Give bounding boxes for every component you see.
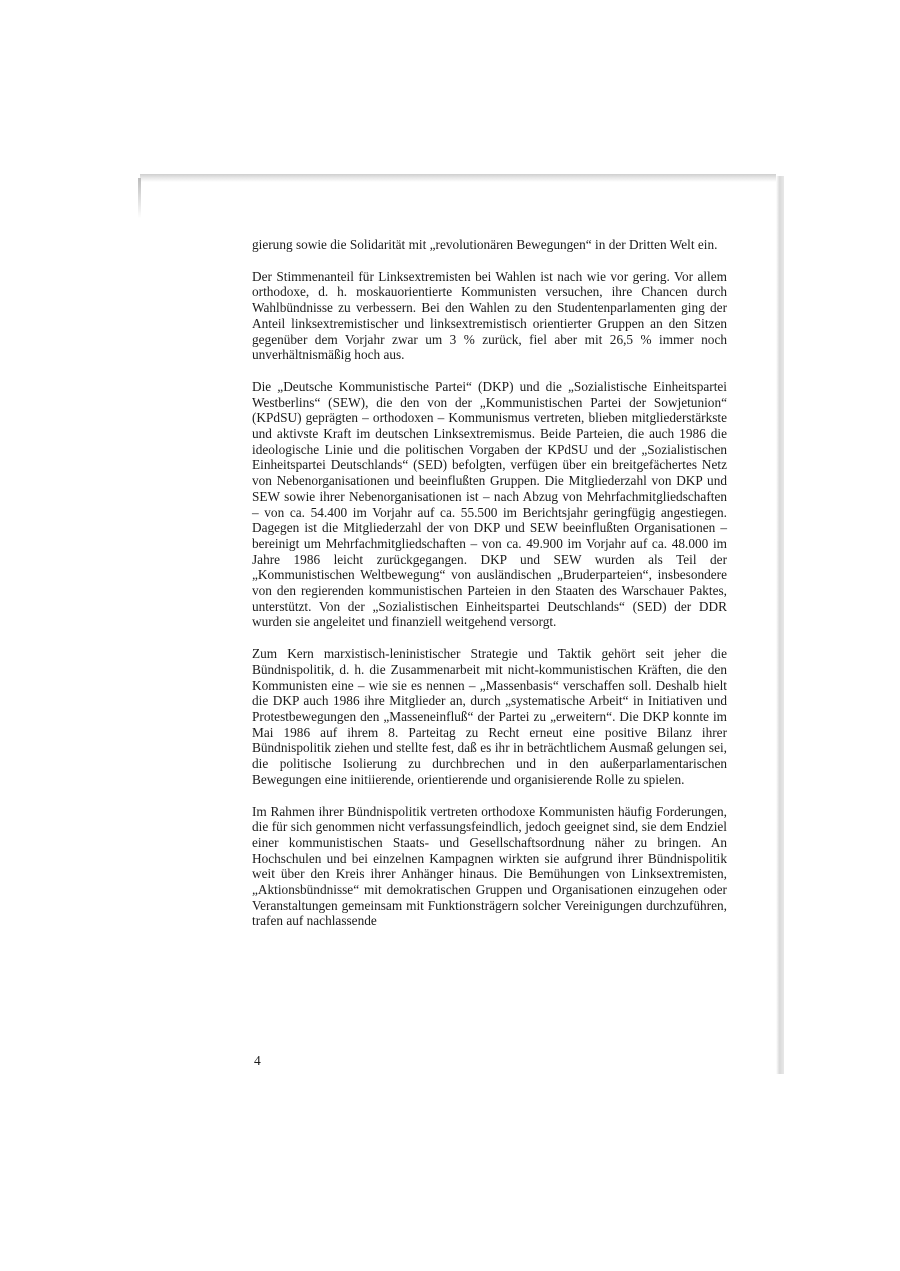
paragraph-continuation: gierung sowie die Solidarität mit „revolutionären Bewegungen“ in der Dritten Welt ein. bbox=[252, 237, 718, 252]
page-number: 4 bbox=[254, 1053, 261, 1068]
paragraph-dkp-sew: Die „Deutsche Kommunistische Partei“ (DKP) und die „Sozialistische Einheitspartei Westberlins“ (SEW), die den von der „Kommunistischen Partei der Sowjetunion“ (KPdSU) geprägten – orthodoxen – Kommunismus vertreten, blieben mitgliederstärkste und aktivste Kraft im deutschen Linksextremismus. Beide Parteien, die auch 1986 die ideologische Linie und die politischen Vorgaben der KPdSU und der „Sozialistischen Einheitspartei Deutschlands“ (SED) befolgten, verfügen über ein breitgefächertes Netz von Nebenorganisationen und beeinflußten Gruppen. Die Mitgliederzahl von DKP und SEW sowie ihrer Nebenorganisationen ist – nach Abzug von Mehrfachmitgliedschaften – von ca. 54.400 im Vorjahr auf ca. 55.500 im Berichtsjahr geringfügig angestiegen. Dagegen ist die Mitgliederzahl der von DKP und SEW beeinflußten Organisationen – bereinigt um Mehrfachmitgliedschaften – von ca. 49.900 im Vorjahr auf ca. 48.000 im Jahre 1986 leicht zurückgegangen. DKP und SEW wurden als Teil der „Kommunistischen Weltbewegung“ von ausländischen „Bruderparteien“, insbesondere von den regierenden kommunistischen Parteien in den Staaten des Warschauer Paktes, unterstützt. Von der „Sozialistischen Einheitspartei Deutschlands“ (SED) der DDR wurden sie angeleitet und finanziell weitgehend versorgt. bbox=[252, 378, 727, 630]
paragraph-alliance-policy: Zum Kern marxistisch-leninistischer Strategie und Taktik gehört seit jeher die Bündnispolitik, d. h. die Zusammenarbeit mit nicht-kommunistischen Kräften, die den Kommunisten eine – wie sie es nennen – „Massenbasis“ verschaffen soll. Deshalb hielt die DKP auch 1986 ihre Mitglieder an, durch „systematische Arbeit“ in Initiativen und Protestbewegungen den „Masseneinfluß“ der Partei zu „erweitern“. Die DKP konnte im Mai 1986 auf ihrem 8. Parteitag zu Recht erneut eine positive Bilanz ihrer Bündnispolitik ziehen und stellte fest, daß es ihr in beträchtlichem Ausmaß gelungen sei, die politische Isolierung zu durchbrechen und in den außerparlamentarischen Bewegungen eine initiierende, orientierende und organisierende Rolle zu spielen. bbox=[252, 646, 727, 787]
page-right-edge-shadow bbox=[776, 176, 784, 1074]
body-text bbox=[252, 237, 727, 945]
page-left-edge-shadow bbox=[138, 178, 141, 218]
paragraph-demands: Im Rahmen ihrer Bündnispolitik vertreten orthodoxe Kommunisten häufig Forderungen, die für sich genommen nicht verfassungsfeindlich, jedoch geeignet sind, sie dem Endziel einer kommunistischen Staats- und Gesellschaftsordnung näher zu bringen. An Hochschulen und bei einzelnen Kampagnen wirkten sie aufgrund ihrer Bündnispolitik weit über den Kreis ihrer Anhänger hinaus. Die Bemühungen von Linksextremisten, „Aktionsbündnisse“ mit demokratischen Gruppen und Organisationen einzugehen oder Veranstaltungen gemeinsam mit Funktionsträgern solcher Vereinigungen durchzuführen, trafen auf nachlassende bbox=[252, 803, 727, 929]
paragraph-election-share: Der Stimmenanteil für Linksextremisten bei Wahlen ist nach wie vor gering. Vor allem orthodoxe, d. h. moskauorientierte Kommunisten versuchen, ihre Chancen durch Wahlbündnisse zu verbessern. Bei den Wahlen zu den Studentenparlamenten ging der Anteil linksextremistischer und linksextremistisch orientierter Gruppen an den Sitzen gegenüber dem Vorjahr zwar um 3 % zurück, fiel aber mit 26,5 % immer noch unverhältnismäßig hoch aus. bbox=[252, 268, 727, 363]
page-top-edge-shadow bbox=[140, 174, 776, 182]
